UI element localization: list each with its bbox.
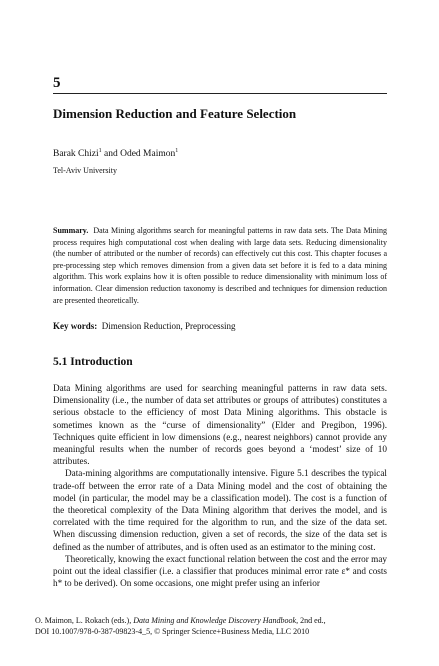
author-name: Oded Maimon [120,149,176,160]
author-line [53,145,178,160]
author-affiliation-mark: 1 [175,148,179,154]
author-conjunction: and [101,149,121,160]
citation-line-1 [35,615,395,626]
keywords-label: Key words: [53,321,98,331]
citation-doi: DOI 10.1007/978-0-387-09823-4_5, © Springer Science+Business Media, LLC 2010 [35,627,310,637]
citation-editors: O. Maimon, L. Rokach (eds.), [35,616,134,625]
chapter-rule [53,93,387,94]
citation-edition: , 2nd ed., [296,616,326,625]
chapter-title: Dimension Reduction and Feature Selection [53,106,297,121]
keywords-text: Dimension Reduction, Preprocessing [101,321,236,331]
summary-label: Summary. [53,226,89,235]
body-paragraph: Data Mining algorithms are used for searching meaningful patterns in raw data sets. Dimensionality (i.e., the number of data set attributes or groups of attributes) constitutes a serious obstacle to the efficiency of most Data Mining algorithms. This obstacle is sometimes known as the “curse of dimensionality” (Elder and Pregibon, 1996). Techniques quite efficient in low dimensions (e.g., nearest neighbors) cannot provide any meaningful results when the number of records goes beyond a ‘modest’ size of 10 attributes. [53,383,387,467]
summary-text: Data Mining algorithms search for meaningful patterns in raw data sets. The Data Mining process requires high computational cost when dealing with large data sets. Reducing dimensionality (the number of attributed or the number of records) can effectively cut this cost. This chapter focuses a pre-processing step which removes dimension from a given data set before it is fed to a data mining algorithm. This work explains how it is often possible to reduce dimensionality with minimum loss of information. Clear dimension reduction taxonomy is described and techniques for dimension reduction are presented theoretically. [53,226,388,305]
chapter-number: 5 [53,75,61,91]
summary-abstract [53,225,387,306]
affiliation: Tel-Aviv University [53,166,117,175]
keywords [53,321,235,332]
body-paragraph: Theoretically, knowing the exact functional relation between the cost and the error may point out the ideal classifier (i.e. a classifier that produces minimal error rate ε* and costs h* to be derived). On some occasions, one might prefer using an inferior [53,553,387,589]
author-affiliation-mark: 1 [98,148,102,154]
citation-book-title: Data Mining and Knowledge Discovery Handbook [133,616,297,625]
citation-footnote [35,615,395,638]
section-body [53,382,387,589]
section-heading: 5.1 Introduction [53,356,133,368]
author-name: Barak Chizi [53,149,99,160]
body-paragraph: Data-mining algorithms are computationally intensive. Figure 5.1 describes the typical trade-off between the error rate of a Data Mining model and the cost of obtaining the model (in particular, the model may be a classification model). The cost is a function of the theoretical complexity of the Data Mining algorithm that derives the model, and is correlated with the time required for the algorithm to run, and the size of the data set. When discussing dimension reduction, given a set of records, the size of the data set is defined as the number of attributes, and is often used as an estimator to the mining cost. [53,468,387,552]
